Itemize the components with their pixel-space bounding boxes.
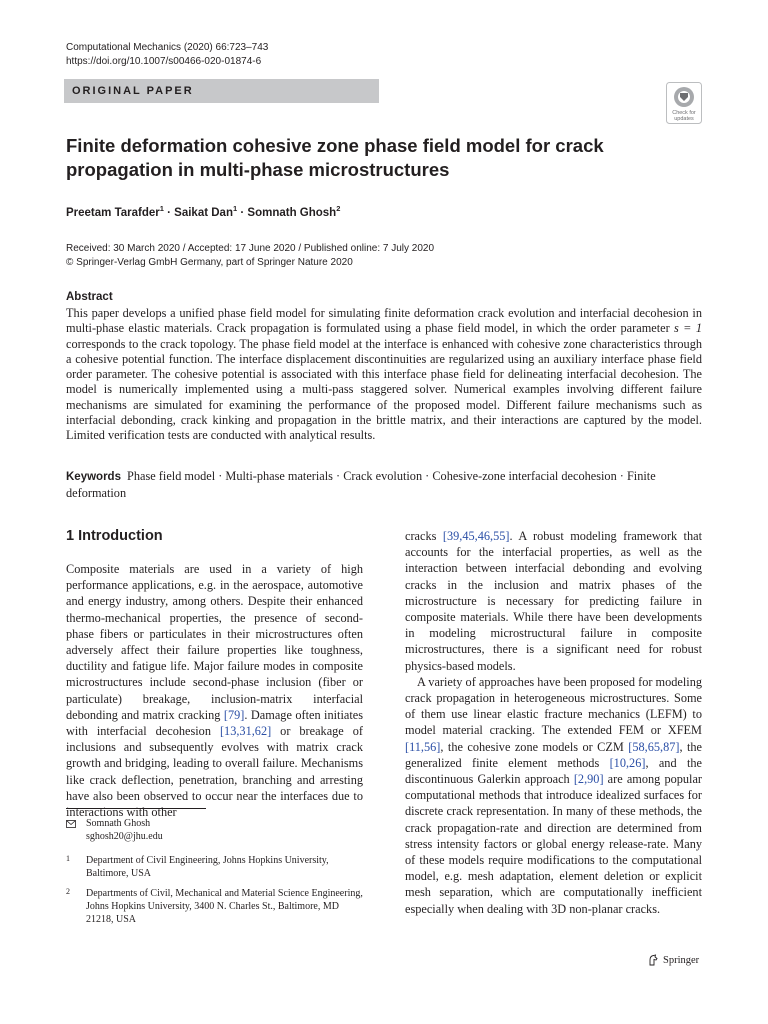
body-text: A variety of approaches have been proposed for modeling crack propagation in heterogeneous microstructures. Some of them use linear elastic fracture mechanics (LEFM) to model material cracking. The extended FEM or XFEM: [405, 674, 702, 738]
abstract-body: [66, 306, 702, 444]
check-updates-icon: [666, 82, 702, 124]
body-text-right-column: [405, 528, 702, 917]
paragraph: [405, 674, 702, 917]
author-separator: ·: [240, 206, 245, 219]
check-updates-text-2: updates: [674, 116, 694, 122]
author-list: [66, 204, 340, 219]
publication-dates: Received: 30 March 2020 / Accepted: 17 June 2020 / Published online: 7 July 2020: [66, 243, 435, 254]
body-text: , the generalized finite element methods: [405, 739, 703, 770]
doi-link[interactable]: https://doi.org/10.1007/s00466-020-01874-6: [66, 56, 262, 67]
copyright-notice: © Springer-Verlag GmbH Germany, part of Springer Nature 2020: [66, 257, 353, 268]
springer-horse-icon: [647, 954, 659, 966]
author-name[interactable]: Somnath Ghosh: [247, 206, 337, 219]
publisher-name: Springer: [663, 954, 700, 966]
journal-citation: Computational Mechanics (2020) 66:723–743: [66, 42, 269, 53]
envelope-icon: [66, 820, 76, 828]
article-type-label: ORIGINAL PAPER: [72, 85, 194, 97]
body-text: are among popular computational methods that introduce idealized surfaces for discrete crack representation. In many of these methods, the crack propagation-rate and direction are determined from stress intensity factors or global energy release-rate. Many of these models require modifications to the computational model, e.g. mesh adaptation, element deletion or explicit mesh separation, which are computationally inefficient especially when dealing with 3D non-planar cracks.: [405, 772, 703, 916]
author-affiliation-mark: 1: [232, 204, 238, 213]
citation-link[interactable]: [13,31,62]: [219, 724, 272, 739]
keywords-text: Phase field model · Multi-phase materials · Crack evolution · Cohesive-zone interfacial decohesion · Finite deformation: [66, 469, 656, 500]
author-name[interactable]: Saikat Dan: [174, 206, 233, 219]
keywords-label: Keywords: [66, 471, 121, 483]
body-text: . A robust modeling framework that accounts for the interfacial properties, as well as the interaction between interfacial debonding and evolving cracks in the inclusion and matrix phases of the microstructure is necessary for predicting failure in composite materials. While there have been developments in modeling microstructural failure in composite microstructures, there is a significant need for robust physics-based models.: [405, 529, 702, 673]
author-separator: ·: [167, 206, 171, 219]
author-name[interactable]: Preetam Tarafder: [66, 206, 160, 219]
affiliation-number: 2: [66, 887, 70, 896]
affiliation-number: 1: [66, 854, 70, 863]
check-for-updates-badge[interactable]: [666, 82, 702, 124]
publisher-logo: [647, 954, 699, 966]
body-text: or breakage of inclusions and subsequently evolves with matrix crack growth and bridging, leading to overall failure. Mechanisms like crack deflection, penetration, branching and arresting have also been observed to occur near the interfaces due to interactions with other: [66, 724, 363, 820]
abstract-math: s = 1: [674, 321, 702, 336]
body-text: cracks: [405, 529, 443, 543]
keywords-block: [66, 468, 702, 501]
affiliation-text: Departments of Civil, Mechanical and Material Science Engineering, Johns Hopkins University, 3400 N. Charles St., Baltimore, MD 21218, USA: [86, 888, 363, 925]
corresponding-author-name: Somnath Ghosh: [86, 818, 151, 829]
body-text-left-column: [66, 561, 363, 820]
citation-link[interactable]: [79]: [223, 707, 245, 722]
citation-link[interactable]: [2,90]: [573, 772, 604, 787]
paragraph: [405, 528, 702, 674]
body-text: . Damage often initiates with interfacial decohesion: [66, 707, 363, 739]
body-text: , and the discontinuous Galerkin approach: [405, 755, 702, 787]
body-text: , the cohesive zone models or CZM: [440, 739, 629, 754]
abstract-heading: Abstract: [66, 291, 113, 303]
paper-title: Finite deformation cohesive zone phase field model for crack propagation in multi-phase microstructures: [66, 135, 604, 180]
citation-link[interactable]: [11,56]: [405, 739, 441, 754]
affiliation-text: Department of Civil Engineering, Johns Hopkins University, Baltimore, USA: [86, 855, 329, 879]
article-type-banner: [64, 79, 379, 103]
corresponding-author-email[interactable]: sghosh20@jhu.edu: [86, 831, 163, 842]
citation-link[interactable]: [10,26]: [609, 755, 646, 770]
body-text: Composite materials are used in a variety of high performance applications, e.g. in the aerospace, automotive and energy industry, among others. Despite their enhanced thermo-mechanical properties, the presence of second-phase fibers or particulates in their microstructures often adversely affect their failure properties like toughness, ductility and fatigue life. Major failure modes in composite microstructures include second-phase inclusion (fiber or particulate) breakage, inclusion-matrix interfacial debonding and matrix cracking: [66, 562, 363, 722]
author-affiliation-mark: 2: [336, 204, 341, 213]
abstract-text: corresponds to the crack topology. The phase field model at the interface is enhanced with cohesive zone characteristics through a cohesive potential function. The interface displacement discontinuities are regularized using an auxiliary interface phase field order parameter. The cohesive potential is associated with this interface phase field for delineating interfacial decohesion. The model is numerically implemented using a multi-pass staggered solver. Numerical examples involving different failure mechanisms are simulated for examining the performance of the proposed model. Different failure mechanisms such as interfacial debonding, crack kinking and propagation in the brittle matrix, and their interactions are captured by the model. Limited verification tests are conducted with analytical results.: [66, 336, 702, 443]
author-affiliation-mark: 1: [159, 204, 164, 213]
abstract-text: This paper develops a unified phase field model for simulating finite deformation crack evolution and interfacial decohesion in multi-phase elastic materials. Crack propagation is formulated using a phase field model, in which the order parameter: [66, 306, 702, 336]
citation-link[interactable]: [39,45,46,55]: [442, 529, 510, 543]
section-heading: 1 Introduction: [66, 528, 163, 544]
footnote-divider: [66, 808, 206, 809]
citation-link[interactable]: [58,65,87]: [628, 739, 680, 754]
check-updates-text-1: Check for: [672, 110, 696, 116]
